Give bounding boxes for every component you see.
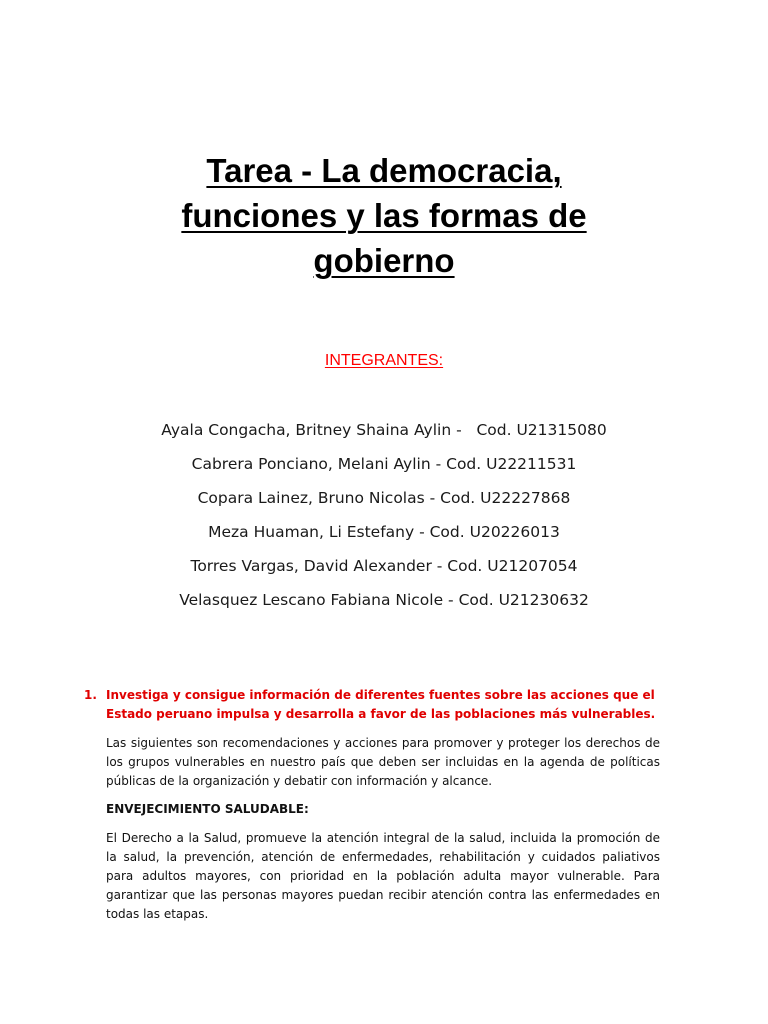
paragraph: Las siguientes son recomendaciones y acciones para promover y proteger los derechos de los grupos vulnerables en nuestro país que deben ser incluidas en la agenda de políticas públicas de la organización y debatir con información y alcance. [106, 736, 660, 788]
title-line: funciones y las formas de [181, 197, 587, 234]
member-item: Torres Vargas, David Alexander - Cod. U21207054 [190, 557, 578, 575]
title-line: Tarea - La democracia, [206, 152, 562, 189]
question-text: Investiga y consigue información de diferentes fuentes sobre las acciones que el Estado peruano impulsa y desarrolla a favor de las poblaciones más vulnerables. [106, 688, 656, 721]
title-line: gobierno [313, 242, 455, 279]
member-item: Ayala Congacha, Britney Shaina Aylin - Cod. U21315080 [161, 421, 607, 439]
question-number: 1. [84, 688, 97, 702]
document-title [0, 148, 768, 283]
members-heading: INTEGRANTES: [324, 352, 444, 369]
member-item: Copara Lainez, Bruno Nicolas - Cod. U22227868 [197, 489, 571, 507]
paragraph: El Derecho a la Salud, promueve la atención integral de la salud, incluida la promoción de la salud, la prevención, atención de enfermedades, rehabilitación y cuidados paliativos para adultos mayores, con prioridad en la población adulta mayor vulnerable. Para garantizar que las personas mayores puedan recibir atención contra las enfermedades en todas las etapas. [106, 831, 660, 921]
member-item: Cabrera Ponciano, Melani Aylin - Cod. U22211531 [191, 455, 577, 473]
section-heading: ENVEJECIMIENTO SALUDABLE: [106, 802, 309, 816]
member-item: Meza Huaman, Li Estefany - Cod. U20226013 [208, 523, 560, 541]
member-item: Velasquez Lescano Fabiana Nicole - Cod. U21230632 [179, 591, 589, 609]
question-item [80, 686, 668, 724]
members-list [0, 418, 768, 622]
